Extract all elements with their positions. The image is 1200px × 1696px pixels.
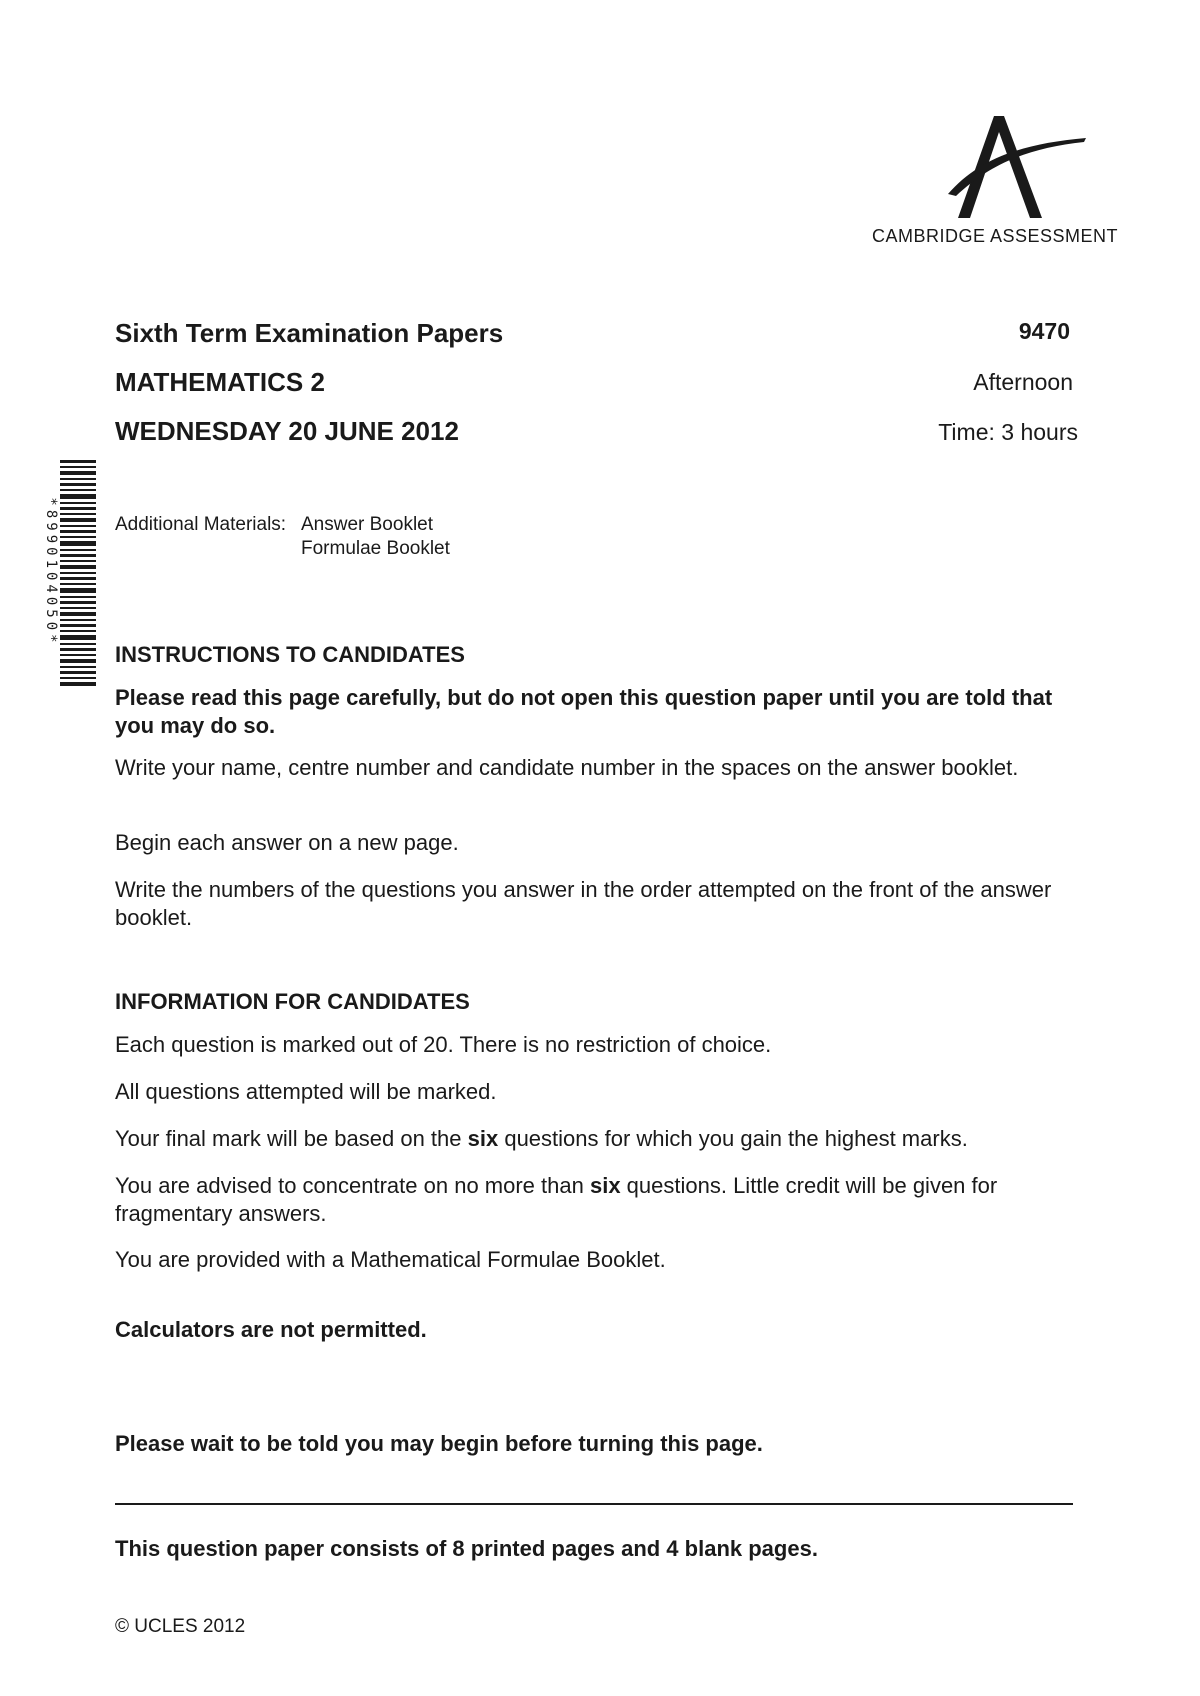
information-paragraph-4 [115, 1172, 1075, 1228]
instructions-heading: INSTRUCTIONS TO CANDIDATES [115, 642, 465, 667]
paper-title: Sixth Term Examination Papers [115, 318, 504, 348]
instructions-paragraph-3: Write the numbers of the questions you answer in the order attempted on the front of the answer booklet. [115, 877, 1052, 930]
information-paragraph-3 [115, 1125, 1075, 1153]
materials-item-formulae-booklet: Formulae Booklet [301, 538, 450, 559]
information-paragraph-2: All questions attempted will be marked. [115, 1079, 497, 1104]
subject: MATHEMATICS 2 [115, 367, 325, 397]
cambridge-assessment-logo [868, 110, 1128, 250]
logo-wordmark: CAMBRIDGE ASSESSMENT [872, 226, 1119, 246]
information-paragraph-3-text-a: Your final mark will be based on the [115, 1126, 468, 1151]
information-paragraph-3-text-c: questions for which you gain the highest marks. [498, 1126, 968, 1151]
information-paragraph-5: You are provided with a Mathematical Formulae Booklet. [115, 1247, 666, 1272]
materials-item-answer-booklet: Answer Booklet [301, 514, 434, 535]
instructions-paragraph-1: Write your name, centre number and candidate number in the spaces on the answer booklet. [115, 755, 1019, 780]
information-heading: INFORMATION FOR CANDIDATES [115, 989, 470, 1014]
cambridge-a-icon [938, 110, 1088, 220]
barcode [38, 460, 100, 686]
session: Afternoon [973, 369, 1073, 395]
information-paragraph-4-emphasis: six [589, 1173, 621, 1198]
duration: Time: 3 hours [938, 419, 1078, 445]
calculators-notice: Calculators are not permitted. [115, 1317, 427, 1342]
information-paragraph-1: Each question is marked out of 20. There is no restriction of choice. [115, 1032, 772, 1057]
paper-code: 9470 [1018, 318, 1070, 344]
divider [115, 1503, 1073, 1505]
information-paragraph-3-emphasis: six [467, 1126, 499, 1151]
wait-notice: Please wait to be told you may begin before turning this page. [115, 1431, 763, 1456]
information-paragraph-4-text-c: questions. Little credit will be given for fragmentary answers. [115, 1173, 998, 1226]
materials-label: Additional Materials: [115, 514, 287, 535]
instructions-paragraph-2: Begin each answer on a new page. [115, 830, 459, 855]
exam-date: WEDNESDAY 20 JUNE 2012 [115, 416, 459, 446]
instructions-warning: Please read this page carefully, but do not open this question paper until you are told that you may do so. [115, 685, 1053, 738]
information-paragraph-4-text-a: You are advised to concentrate on no more than [115, 1173, 590, 1198]
barcode-digits: *8990104050* [43, 497, 59, 647]
copyright: © UCLES 2012 [115, 1616, 246, 1637]
page-count-notice: This question paper consists of 8 printed pages and 4 blank pages. [115, 1536, 818, 1561]
